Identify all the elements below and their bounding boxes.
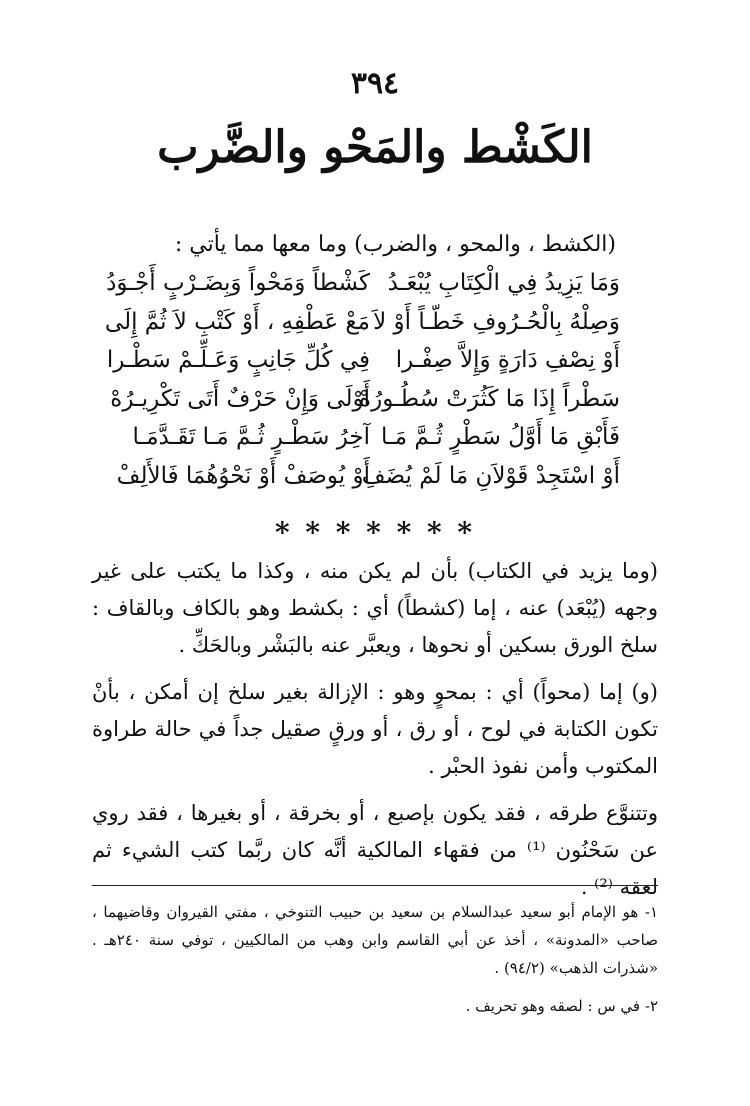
poem [104, 270, 620, 501]
chapter-title: الكَشْط والمَحْو والضَّرب [157, 122, 593, 173]
verse-second-hemistich: أَوْلَى وَإِنْ حَرْفٌ أَتَى تَكْرِيـرُهْ [110, 385, 370, 412]
verse-first-hemistich: أَوْ اسْتَجِدْ قَوْلاَنِ مَا لَمْ يُضَفِ [361, 462, 620, 489]
verse-second-hemistich: فِي كُلِّ جَانِبٍ وَعَـلِّـمْ سَطْـرا [106, 347, 370, 373]
footnote: ١- هو الإمام أبو سعيد عبدالسلام بن سعيد بن حبيب التنوخي ، مفتي القيروان وقاضيهما ، صاحب «المدونة» ، أخذ عن أبي القاسم وابن وهب من المالكيين ، توفي سنة ٢٤٠هـ . «شذرات الذهب» (٩٤/٢) . [92, 903, 658, 977]
commentary [92, 553, 658, 916]
commentary-paragraph: وتتنوَّع طرقه ، فقد يكون بإصبع ، أو بخرقة ، أو بغيرها ، فقد روي عن سَحْنُون ⁽¹⁾ من فقهاء المالكية أنَّه كان ربَّما كتب الشيء ثم لعقه ⁽²⁾ . [92, 801, 658, 899]
poem-verse [106, 270, 620, 309]
poem-verse [130, 424, 620, 463]
verse-second-hemistich: كَشْطاً وَمَحْواً وَبِضَـرْبٍ أَجْـوَدُ [106, 270, 370, 296]
poem-intro: (الكشط ، والمحو ، والضرب) وما معها مما يأتي : [174, 232, 616, 257]
verse-first-hemistich: أَوْ نِصْفِ دَارَةٍ وَإِلاَّ صِفْـرا [395, 347, 620, 373]
verse-first-hemistich: سَطْراً إِذَا مَا كَثُرَتْ سُطُـورُهْ [359, 385, 620, 412]
footnote-divider [92, 885, 658, 886]
poem-verse [116, 462, 620, 502]
verse-second-hemistich: مَعْ عَطْفِهِ ، أَوْ كَتْبِ لاَ ثُمَّ إِلَى [104, 308, 370, 335]
commentary-paragraph: (و) إما (محواً) أي : بمحوٍ وهو : الإزالة بغير سلخ إن أمكن ، بأنْ تكون الكتابة في لوح ، أو رق ، أو ورقٍ صقيل جداً في حالة طراوة المكتوب وأمن نفوذ الحبْر . [92, 680, 658, 778]
poem-verse [110, 385, 620, 425]
page-number: ٣٩٤ [350, 66, 400, 101]
verse-first-hemistich: فَأَبْقِ مَا أَوَّلُ سَطْرٍ ثُـمَّ مَـا [380, 424, 620, 450]
verse-second-hemistich: أَوْ يُوصَفْ أَوْ نَحْوُهُمَا فَالأَلِفْ [116, 462, 370, 489]
poem-verse [106, 347, 620, 386]
section-separator: * * * * * * * [275, 516, 475, 549]
verse-first-hemistich: وَمَا يَزِيدُ فِي الْكِتَابِ يُبْعَـدُ [387, 270, 620, 296]
poem-verse [104, 308, 620, 348]
verse-second-hemistich: آخِرُ سَطْـرٍ ثُـمَّ مَـا تَقَـدَّمَـا [132, 424, 370, 450]
footnotes [92, 898, 658, 1030]
verse-first-hemistich: وَصِلْهُ بِالْحُـرُوفِ خَطّـاً أَوْ لاَ [373, 308, 620, 335]
footnote: ٢- في س : لصقه وهو تحريف . [465, 997, 658, 1015]
commentary-paragraph: (وما يزيد في الكتاب) بأن لم يكن منه ، وكذا ما يكتب على غير وجهه (يُبْعَد) عنه ، إما (كشطاً) أي : بكشط وهو بالكاف وبالقاف : سلخ الورق بسكين أو نحوها ، ويعبَّر عنه بالبَشْر وبالحَكِّ . [92, 559, 658, 657]
